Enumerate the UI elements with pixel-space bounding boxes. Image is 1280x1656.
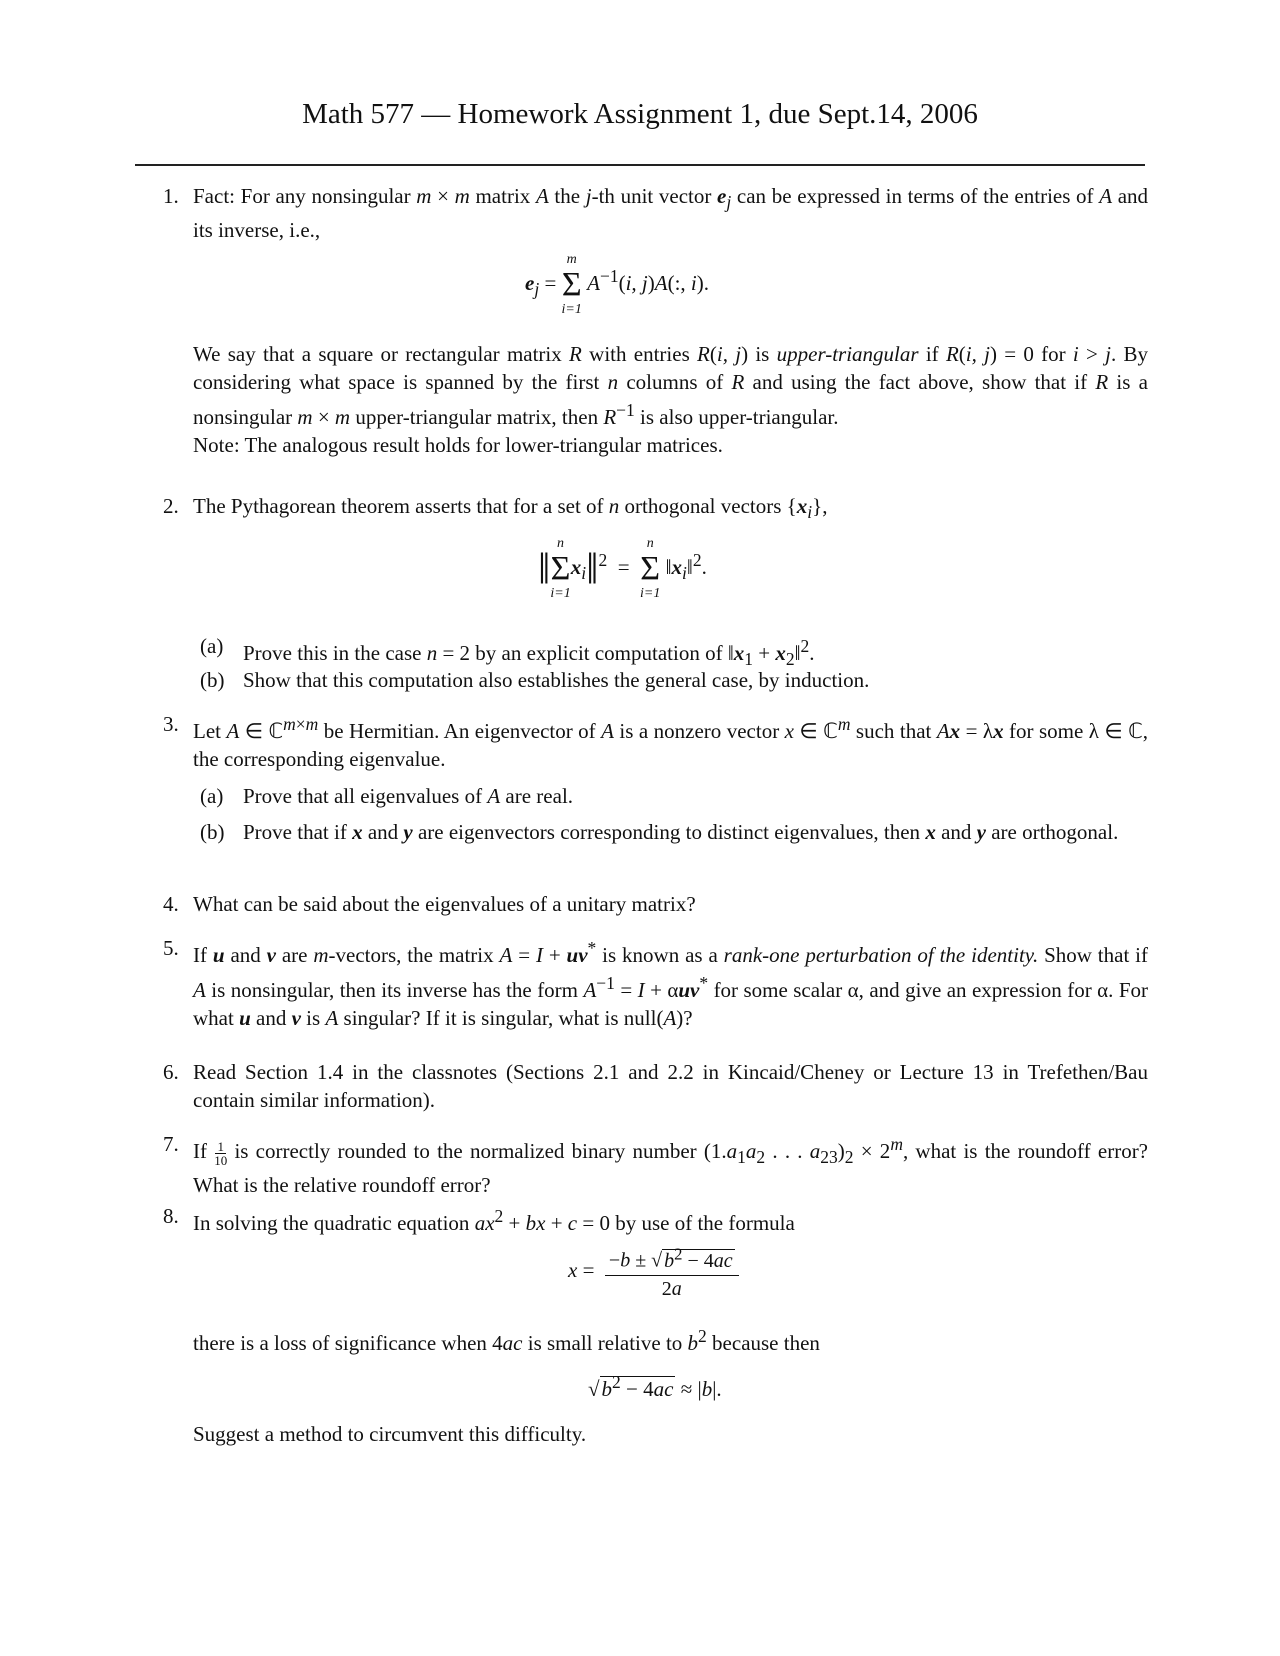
problem-number: 2. bbox=[163, 494, 179, 518]
problem-number: 8. bbox=[163, 1204, 179, 1228]
problem-number: 7. bbox=[163, 1132, 179, 1156]
problem-1-note: Note: The analogous result holds for lower-triangular matrices. bbox=[193, 433, 723, 457]
problem-3b-text: Prove that if x and y are eigenvectors corresponding to distinct eigenvalues, then x and y are orthogonal. bbox=[243, 820, 1119, 844]
title-rule bbox=[135, 164, 1145, 166]
problem-8-formula: x = $\frac{-b \pm √ b^2 - 4ac}{2a}$ bbox=[568, 1244, 739, 1301]
problem-2 bbox=[163, 492, 1148, 526]
problem-number: 6. bbox=[163, 1060, 179, 1084]
part-label: (a) bbox=[200, 784, 224, 808]
problem-3-intro: Let A ∈ ℂ$^{m\times m}$ be Hermitian. An eigenvector of A is a nonzero vector x ∈ ℂ$^m$ such that Ax = λx for some λ ∈ ℂ, the corresponding eigenvalue. bbox=[193, 714, 1149, 771]
problem-2b bbox=[200, 666, 1148, 694]
problem-number: 3. bbox=[163, 712, 179, 736]
part-label: (b) bbox=[200, 668, 225, 692]
problem-8-closing-text: Suggest a method to circumvent this difficulty. bbox=[193, 1422, 587, 1446]
problem-number: 1. bbox=[163, 184, 179, 208]
problem-1-intro: Fact: For any nonsingular m × m matrix A the j-th unit vector $e_j$ can be expressed in terms of the entries of A and its inverse, i.e., bbox=[193, 184, 1149, 243]
problem-1 bbox=[163, 182, 1148, 244]
problem-8-body bbox=[163, 1322, 1148, 1357]
problem-7-intro: If $\frac{1}{10}$ is correctly rounded to the normalized binary number ($1.a_1a_2$ . . . $a_{23})_2 \times 2^m$, what is the roundoff error? What is the relative roundoff error? bbox=[193, 1134, 1149, 1198]
problem-1-body bbox=[163, 340, 1148, 459]
problem-3 bbox=[163, 710, 1148, 773]
problem-3a-text: Prove that all eigenvalues of A are real. bbox=[243, 784, 574, 808]
problem-2-intro: The Pythagorean theorem asserts that for a set of n orthogonal vectors $\{x_i\}$, bbox=[193, 494, 828, 523]
problem-number: 5. bbox=[163, 936, 179, 960]
problem-1-equation: $e_j$ = m Σ i=1 $A^{-1}(i$, j)A(:, i). bbox=[525, 252, 710, 317]
problem-4-intro: What can be said about the eigenvalues of a unitary matrix? bbox=[193, 892, 696, 916]
problem-2b-text: Show that this computation also establishes the general case, by induction. bbox=[243, 668, 870, 692]
problem-5-intro: If u and v are m-vectors, the matrix A = I + uv* is known as a rank-one perturbation of the identity. Show that if A is nonsingular, then its inverse has the form $A^{-1} = I + \alpha uv^*$ for some scalar α, and give an expression for α. For what u and v is A singular? If it is singular, what is null(A)? bbox=[193, 938, 1148, 1030]
problem-7 bbox=[163, 1130, 1148, 1199]
problem-2a-text: Prove this in the case n = 2 by an explicit computation of $‖x_1$ + $x_2‖^2$. bbox=[243, 636, 815, 670]
problem-8 bbox=[163, 1202, 1148, 1237]
problem-5 bbox=[163, 934, 1148, 1032]
page-title: Math 577 — Homework Assignment 1, due Sept.14, 2006 bbox=[302, 98, 978, 130]
problem-6-intro: Read Section 1.4 in the classnotes (Sections 2.1 and 2.2 in Kincaid/Cheney or Lecture 13 in Trefethen/Bau contain similar information). bbox=[193, 1060, 1148, 1112]
problem-8-intro: In solving the quadratic equation $ax^2$ + bx + c = 0 by use of the formula bbox=[193, 1206, 795, 1235]
problem-8-para: there is a loss of significance when 4ac is small relative to $b^2$ because then bbox=[193, 1326, 820, 1355]
problem-3b bbox=[200, 818, 1148, 846]
problem-8-approx: $√b^2 - 4ac \approx |b|$. bbox=[588, 1372, 722, 1401]
problem-6 bbox=[163, 1058, 1148, 1114]
part-label: (b) bbox=[200, 820, 225, 844]
problem-8-closing bbox=[163, 1420, 1148, 1448]
part-label: (a) bbox=[200, 634, 224, 658]
problem-3a bbox=[200, 782, 1148, 810]
problem-4 bbox=[163, 890, 1148, 918]
problem-1-para: We say that a square or rectangular matrix R with entries R(i, j) is upper-triangular if R(i, j) = 0 for i > j. By considering what space is spanned by the first n columns of R and using the fact above, show that if R is a nonsingular m × m upper-triangular matrix, then $R^{-1}$ is also upper-triangular. bbox=[193, 342, 1149, 429]
problem-number: 4. bbox=[163, 892, 179, 916]
problem-2-equation: ‖ n Σ i=1 $x_i‖^2$ = n Σ i=1 $‖x_i‖^2$. bbox=[538, 536, 707, 601]
